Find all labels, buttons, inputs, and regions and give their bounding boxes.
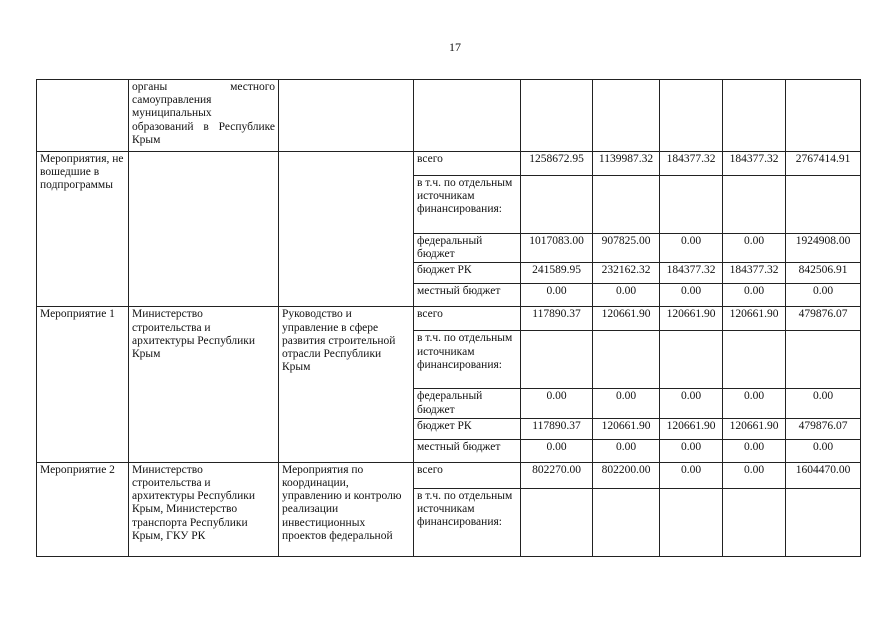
cont-title-cell <box>279 80 414 152</box>
value-cell <box>593 488 660 556</box>
value-cell: 120661.90 <box>593 307 660 331</box>
value-cell <box>786 331 861 389</box>
value-cell <box>593 176 660 234</box>
value-cell: 0.00 <box>593 439 660 462</box>
block-title <box>279 152 414 307</box>
value-cell <box>521 331 593 389</box>
value-cell: 184377.32 <box>723 263 786 284</box>
source-label: местный бюджет <box>414 439 521 462</box>
value-cell: 117890.37 <box>521 307 593 331</box>
source-label: всего <box>414 307 521 331</box>
value-cell: 0.00 <box>723 462 786 488</box>
value-cell <box>723 488 786 556</box>
block-responsible <box>129 152 279 307</box>
value-cell: 0.00 <box>723 389 786 418</box>
source-label: местный бюджет <box>414 284 521 307</box>
value-cell: 802270.00 <box>521 462 593 488</box>
cont-value-cell <box>593 80 660 152</box>
value-cell: 0.00 <box>521 389 593 418</box>
cont-value-cell <box>723 80 786 152</box>
value-cell: 120661.90 <box>660 307 723 331</box>
value-cell: 0.00 <box>786 439 861 462</box>
value-cell: 120661.90 <box>723 418 786 439</box>
cont-value-cell <box>521 80 593 152</box>
value-cell <box>723 331 786 389</box>
value-cell <box>593 331 660 389</box>
value-cell: 1139987.32 <box>593 152 660 176</box>
value-cell: 479876.07 <box>786 418 861 439</box>
value-cell <box>521 488 593 556</box>
value-cell <box>660 176 723 234</box>
source-label: бюджет РК <box>414 418 521 439</box>
block-responsible: Министерство строительства и архитектуры Республики Крым, Министерство транспорта Республики Крым, ГКУ РК <box>129 462 279 556</box>
value-cell: 802200.00 <box>593 462 660 488</box>
value-cell: 0.00 <box>593 389 660 418</box>
value-cell: 120661.90 <box>660 418 723 439</box>
block-title: Руководство и управление в сфере развития строительной отрасли Республики Крым <box>279 307 414 462</box>
value-cell: 0.00 <box>786 284 861 307</box>
cont-name-cell <box>37 80 129 152</box>
table-row <box>37 152 861 176</box>
source-label: всего <box>414 462 521 488</box>
source-label: в т.ч. по отдельным источникам финансирования: <box>414 176 521 234</box>
block-name: Мероприятие 1 <box>37 307 129 462</box>
table-row <box>37 307 861 331</box>
value-cell: 120661.90 <box>593 418 660 439</box>
value-cell: 0.00 <box>660 439 723 462</box>
value-cell: 184377.32 <box>660 152 723 176</box>
cont-source-cell <box>414 80 521 152</box>
source-label: федеральный бюджет <box>414 234 521 263</box>
value-cell <box>660 331 723 389</box>
value-cell: 184377.32 <box>660 263 723 284</box>
table-row <box>37 462 861 488</box>
financing-table <box>36 79 861 557</box>
cont-value-cell <box>786 80 861 152</box>
value-cell: 232162.32 <box>593 263 660 284</box>
value-cell: 0.00 <box>593 284 660 307</box>
value-cell: 479876.07 <box>786 307 861 331</box>
value-cell: 1604470.00 <box>786 462 861 488</box>
value-cell: 0.00 <box>723 439 786 462</box>
block-name: Мероприятие 2 <box>37 462 129 556</box>
block-responsible: Министерство строительства и архитектуры Республики Крым <box>129 307 279 462</box>
value-cell: 842506.91 <box>786 263 861 284</box>
value-cell: 2767414.91 <box>786 152 861 176</box>
value-cell: 907825.00 <box>593 234 660 263</box>
continuation-row <box>37 80 861 152</box>
value-cell: 117890.37 <box>521 418 593 439</box>
value-cell: 0.00 <box>660 462 723 488</box>
value-cell: 1258672.95 <box>521 152 593 176</box>
value-cell: 0.00 <box>723 284 786 307</box>
value-cell <box>786 488 861 556</box>
value-cell: 0.00 <box>786 389 861 418</box>
value-cell: 0.00 <box>660 389 723 418</box>
value-cell <box>660 488 723 556</box>
value-cell <box>521 176 593 234</box>
source-label: всего <box>414 152 521 176</box>
value-cell: 0.00 <box>723 234 786 263</box>
value-cell: 0.00 <box>660 234 723 263</box>
cont-responsible: органы местного самоуправления муниципальных образований в Республике Крым <box>129 80 279 152</box>
value-cell <box>786 176 861 234</box>
block-title: Мероприятия по координации, управлению и контролю реализации инвестиционных проектов федеральной <box>279 462 414 556</box>
value-cell: 241589.95 <box>521 263 593 284</box>
value-cell: 0.00 <box>660 284 723 307</box>
source-label: в т.ч. по отдельным источникам финансирования: <box>414 331 521 389</box>
source-label: бюджет РК <box>414 263 521 284</box>
value-cell: 0.00 <box>521 284 593 307</box>
source-label: в т.ч. по отдельным источникам финансирования: <box>414 488 521 556</box>
value-cell: 184377.32 <box>723 152 786 176</box>
value-cell: 1924908.00 <box>786 234 861 263</box>
value-cell: 0.00 <box>521 439 593 462</box>
value-cell: 120661.90 <box>723 307 786 331</box>
value-cell <box>723 176 786 234</box>
page-number: 17 <box>449 40 461 54</box>
cont-value-cell <box>660 80 723 152</box>
value-cell: 1017083.00 <box>521 234 593 263</box>
block-name: Мероприятия, не вошедшие в подпрограммы <box>37 152 129 307</box>
source-label: федеральный бюджет <box>414 389 521 418</box>
